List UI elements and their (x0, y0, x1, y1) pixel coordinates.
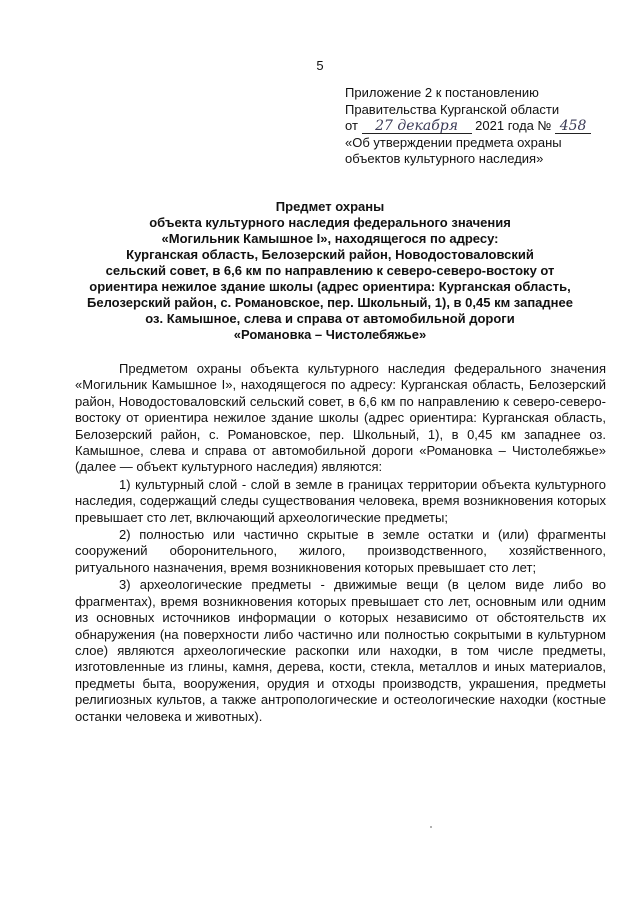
appendix-line-5: объектов культурного наследия» (345, 151, 544, 166)
year-label: 2021 года № (475, 118, 552, 133)
title-line-6: ориентира нежилое здание школы (адрес ориентира: Курганская область, (89, 279, 571, 294)
appendix-line-4: «Об утверждении предмета охраны (345, 134, 562, 150)
title-line-9: «Романовка – Чистолебяжье» (233, 327, 427, 342)
title-line-1: Предмет охраны (275, 199, 385, 214)
title-line-7: Белозерский район, с. Романовское, пер. Школьный, 1), в 0,45 км западнее (87, 295, 573, 310)
appendix-line-2: Правительства Курганской области (345, 101, 560, 117)
page-number: 5 (316, 58, 324, 73)
handwritten-date: 27 декабря (362, 120, 472, 134)
title-line-5: сельский совет, в 6,6 км по направлению к северо-северо-востоку от (105, 263, 555, 278)
handwritten-number: 458 (555, 120, 591, 134)
title-line-2: объекта культурного наследия федерального значения (149, 215, 511, 230)
intro-paragraph: Предметом охраны объекта культурного наследия федерального значения «Могильник Камышное I», находящегося по адресу: Курганская область, Белозерский район, Новодостоваловский сельский совет, в 6,6 км по направлению к северо-северо-востоку от ориентира нежилое здание школы (адрес ориентира: Курганская область, Белозерский район, с. Романовское, пер. Школьный, 1), в 0,45 км западнее оз. Камышное, слева и справа от автомобильной дороги «Романовка – Чистолебяжье» (далее — объект культурного наследия) являются: (75, 361, 606, 475)
appendix-line-1: Приложение 2 к постановлению (345, 85, 539, 100)
appendix-date-line (345, 118, 625, 135)
document-body (75, 361, 606, 726)
from-label: от (345, 118, 358, 133)
list-item-2: 2) полностью или частично скрытые в земле остатки и (или) фрагменты сооружений оборонительного, жилого, производственного, хозяйственного, ритуального назначения, время возникновения которых превышает сто лет; (75, 527, 606, 575)
appendix-header (345, 85, 625, 168)
list-item-1: 1) культурный слой - слой в земле в границах территории объекта культурного наследия, содержащий следы существования человека, время возникновения которых превышает сто лет, включающий археологические предметы; (75, 476, 606, 525)
title-line-8: оз. Камышное, слева и справа от автомобильной дороги (145, 311, 515, 326)
scan-speck (430, 826, 432, 828)
title-line-3: «Могильник Камышное I», находящегося по адресу: (161, 231, 499, 246)
title-line-4: Курганская область, Белозерский район, Новодостоваловский (126, 247, 534, 262)
document-title (70, 199, 590, 343)
list-item-3: 3) археологические предметы - движимые вещи (в целом виде либо во фрагментах), время возникновения которых превышает сто лет, основным или одним из основных источников информации о которых независимо от обстоятельств их обнаружения (на поверхности либо частично или полностью сокрытыми в культурном слое) являются археологические раскопки или находки, в том числе предметы, изготовленные из глины, камня, дерева, кости, стекла, металлов и иных материалов, предметы быта, вооружения, орудия и отходы производств, украшения, предметы религиозных культов, а также антропологические и остеологические находки (костные останки человека и животных). (75, 577, 606, 724)
